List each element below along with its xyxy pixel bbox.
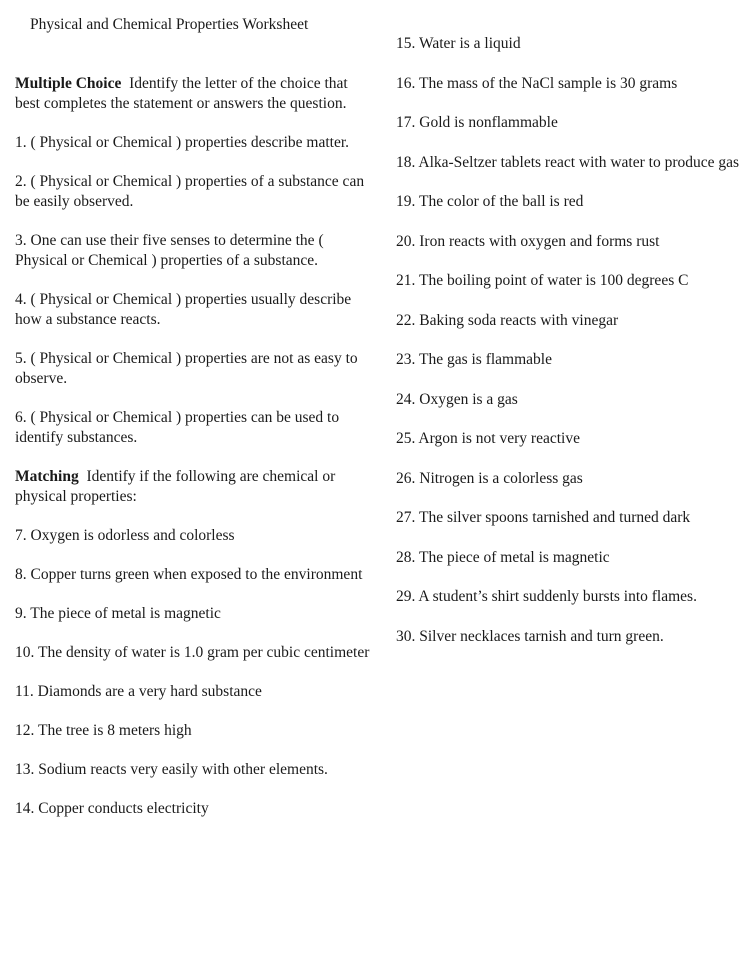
matching-item-17: 17. Gold is nonflammable	[396, 114, 558, 131]
matching-item-20: 20. Iron reacts with oxygen and forms rust	[396, 232, 660, 250]
matching-item-25: 25. Argon is not very reactive	[396, 430, 580, 447]
matching-item-7: 7. Oxygen is odorless and colorless	[15, 527, 235, 544]
matching-item-24: 24. Oxygen is a gas	[396, 390, 518, 408]
matching-item-22: 22. Baking soda reacts with vinegar	[396, 311, 619, 329]
matching-item-18: 18. Alka-Seltzer tablets react with water to produce gas	[396, 153, 740, 171]
question-4: 4. ( Physical or Chemical ) properties usually describe how a substance reacts.	[15, 291, 352, 328]
left-column	[15, 74, 375, 838]
matching-item-8: 8. Copper turns green when exposed to the environment	[15, 566, 363, 583]
question-3: 3. One can use their five senses to determine the ( Physical or Chemical ) properties of a substance.	[15, 232, 324, 269]
matching-item-28: 28. The piece of metal is magnetic	[396, 548, 610, 566]
question-2: 2. ( Physical or Chemical ) properties of a substance can be easily observed.	[15, 173, 365, 210]
matching-item-23: 23. The gas is flammable	[396, 351, 552, 368]
multiple-choice-heading: Multiple Choice	[15, 75, 122, 92]
matching-item-19: 19. The color of the ball is red	[396, 193, 584, 210]
matching-item-27: 27. The silver spoons tarnished and turned dark	[396, 509, 691, 526]
matching-item-15: 15. Water is a liquid	[396, 35, 521, 52]
question-5: 5. ( Physical or Chemical ) properties are not as easy to observe.	[15, 350, 358, 387]
matching-item-30: 30. Silver necklaces tarnish and turn green.	[396, 627, 664, 645]
worksheet-title: Physical and Chemical Properties Worksheet	[30, 16, 309, 33]
matching-item-11: 11. Diamonds are a very hard substance	[15, 683, 262, 700]
matching-heading: Matching	[15, 468, 79, 485]
matching-instructions: Identify if the following are chemical or physical properties:	[15, 468, 336, 505]
question-6: 6. ( Physical or Chemical ) properties can be used to identify substances.	[15, 409, 340, 446]
matching-item-12: 12. The tree is 8 meters high	[15, 722, 192, 739]
matching-section-header	[15, 467, 375, 507]
matching-item-13: 13. Sodium reacts very easily with other elements.	[15, 761, 328, 778]
matching-item-9: 9. The piece of metal is magnetic	[15, 605, 221, 622]
right-column	[396, 34, 741, 666]
matching-item-10: 10. The density of water is 1.0 gram per cubic centimeter	[15, 644, 370, 661]
multiple-choice-section-header	[15, 74, 375, 114]
question-1: 1. ( Physical or Chemical ) properties describe matter.	[15, 134, 350, 151]
multiple-choice-instructions: Identify the letter of the choice that best completes the statement or answers the question.	[15, 75, 348, 112]
matching-item-16: 16. The mass of the NaCl sample is 30 grams	[396, 74, 678, 92]
matching-item-21: 21. The boiling point of water is 100 degrees C	[396, 272, 689, 289]
matching-item-26: 26. Nitrogen is a colorless gas	[396, 469, 583, 487]
matching-item-29: 29. A student’s shirt suddenly bursts into flames.	[396, 588, 697, 605]
matching-item-14: 14. Copper conducts electricity	[15, 800, 209, 817]
